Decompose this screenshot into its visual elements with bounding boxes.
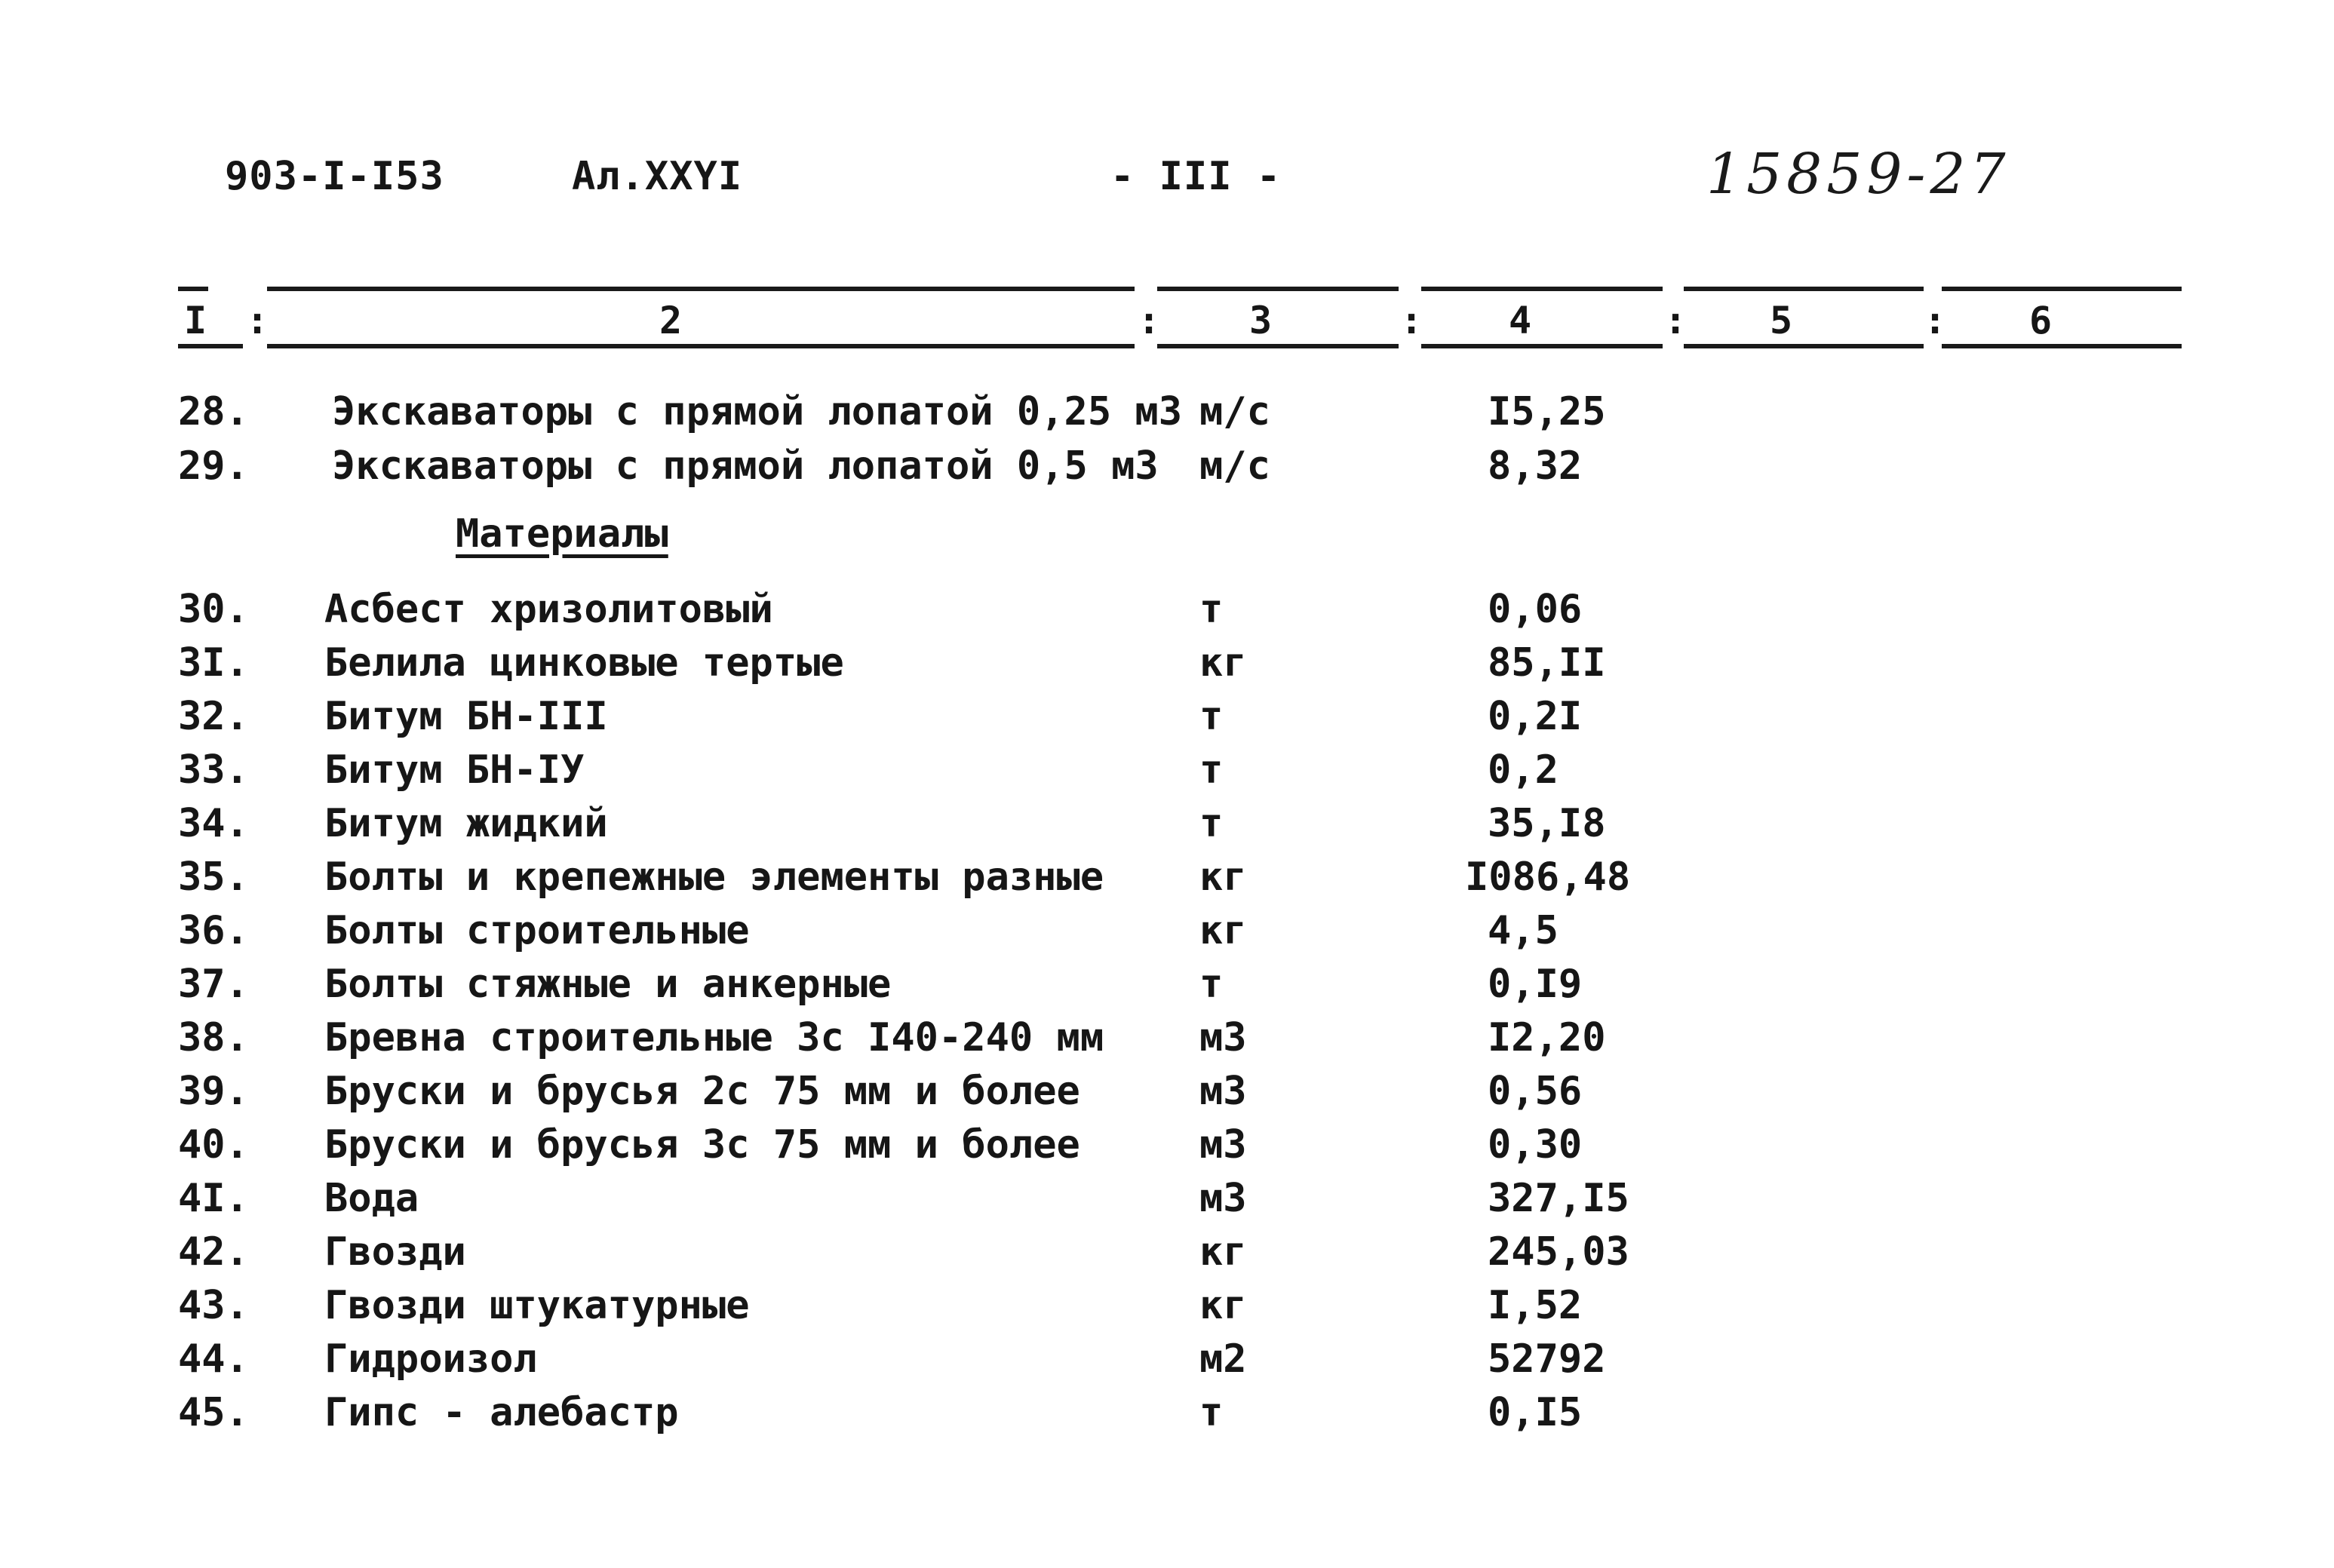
item-quantity: 0,06 bbox=[1488, 587, 1583, 632]
column-number-6: 6 bbox=[2029, 299, 2053, 342]
column-header-top-line-4 bbox=[1421, 287, 1663, 291]
row-number: 30. bbox=[178, 587, 249, 632]
item-name: Вода bbox=[324, 1176, 419, 1221]
item-quantity: 52792 bbox=[1488, 1336, 1606, 1382]
item-name: Экскаваторы с прямой лопатой 0,25 м3 bbox=[332, 389, 1183, 434]
item-quantity: 327,I5 bbox=[1488, 1176, 1629, 1221]
item-quantity: 0,56 bbox=[1488, 1069, 1583, 1114]
column-number-4: 4 bbox=[1509, 299, 1532, 342]
row-number: 43. bbox=[178, 1283, 249, 1328]
column-header-bottom-line-5 bbox=[1684, 344, 1924, 348]
column-separator: : bbox=[1664, 299, 1688, 342]
item-name: Бруски и брусья 3с 75 мм и более bbox=[324, 1122, 1080, 1168]
item-quantity: 0,I5 bbox=[1488, 1390, 1583, 1435]
row-number: 32. bbox=[178, 694, 249, 739]
item-unit: м/с bbox=[1199, 389, 1270, 434]
row-number: 45. bbox=[178, 1390, 249, 1435]
item-quantity: I5,25 bbox=[1488, 389, 1606, 434]
item-name: Гипс - алебастр bbox=[324, 1390, 679, 1435]
column-header-top-line-3 bbox=[1157, 287, 1399, 291]
item-unit: м3 bbox=[1199, 1122, 1247, 1168]
section-title: Материалы bbox=[456, 511, 668, 557]
item-name: Гвозди штукатурные bbox=[324, 1283, 750, 1328]
column-header-bottom-line-1 bbox=[178, 344, 243, 348]
column-number-5: 5 bbox=[1770, 299, 1793, 342]
column-header-top-line-2 bbox=[267, 287, 1135, 291]
item-quantity: 0,I9 bbox=[1488, 962, 1583, 1007]
page-number: - III - bbox=[1110, 154, 1282, 199]
item-name: Бревна строительные 3с I40-240 мм bbox=[324, 1015, 1104, 1060]
item-quantity: 245,03 bbox=[1488, 1229, 1629, 1275]
row-number: 40. bbox=[178, 1122, 249, 1168]
row-number: 42. bbox=[178, 1229, 249, 1275]
item-name: Битум БН-III bbox=[324, 694, 608, 739]
document-code: 903-I-I53 bbox=[225, 154, 444, 199]
item-quantity: 8,32 bbox=[1488, 443, 1583, 489]
item-name: Белила цинковые тертые bbox=[324, 640, 844, 686]
row-number: 4I. bbox=[178, 1176, 249, 1221]
item-name: Бруски и брусья 2с 75 мм и более bbox=[324, 1069, 1080, 1114]
item-unit: кг bbox=[1199, 640, 1247, 686]
item-name: Болты стяжные и анкерные bbox=[324, 962, 892, 1007]
item-quantity: I086,48 bbox=[1465, 855, 1631, 900]
item-quantity: 0,2I bbox=[1488, 694, 1583, 739]
item-quantity: 0,2 bbox=[1488, 747, 1559, 793]
column-header-bottom-line-3 bbox=[1157, 344, 1399, 348]
item-name: Экскаваторы с прямой лопатой 0,5 м3 bbox=[332, 443, 1159, 489]
handwritten-registration-number: 15859-27 bbox=[1706, 142, 2010, 207]
row-number: 29. bbox=[178, 443, 249, 489]
item-quantity: 35,I8 bbox=[1488, 801, 1606, 846]
item-unit: т bbox=[1199, 1390, 1224, 1435]
column-header-bottom-line-2 bbox=[267, 344, 1135, 348]
row-number: 36. bbox=[178, 908, 249, 953]
column-header-bottom-line-4 bbox=[1421, 344, 1663, 348]
item-unit: кг bbox=[1199, 855, 1247, 900]
item-quantity: 85,II bbox=[1488, 640, 1606, 686]
item-unit: м3 bbox=[1199, 1015, 1247, 1060]
item-name: Битум жидкий bbox=[324, 801, 608, 846]
column-header-top-line-6 bbox=[1942, 287, 2182, 291]
row-number: 35. bbox=[178, 855, 249, 900]
item-quantity: 0,30 bbox=[1488, 1122, 1583, 1168]
row-number: 33. bbox=[178, 747, 249, 793]
row-number: 28. bbox=[178, 389, 249, 434]
album-number: Ал.XXYI bbox=[572, 154, 743, 199]
item-unit: кг bbox=[1199, 1283, 1247, 1328]
item-unit: т bbox=[1199, 587, 1224, 632]
item-unit: т bbox=[1199, 801, 1224, 846]
column-number-3: 3 bbox=[1249, 299, 1273, 342]
item-name: Болты строительные bbox=[324, 908, 750, 953]
item-unit: т bbox=[1199, 962, 1224, 1007]
column-header-top-line-1 bbox=[178, 287, 208, 291]
row-number: 44. bbox=[178, 1336, 249, 1382]
item-unit: т bbox=[1199, 694, 1224, 739]
item-unit: м3 bbox=[1199, 1176, 1247, 1221]
column-header-bottom-line-6 bbox=[1942, 344, 2182, 348]
item-unit: кг bbox=[1199, 1229, 1247, 1275]
row-number: 39. bbox=[178, 1069, 249, 1114]
column-number-1: I bbox=[184, 299, 207, 342]
item-name: Битум БН-IУ bbox=[324, 747, 585, 793]
item-unit: м2 bbox=[1199, 1336, 1247, 1382]
item-name: Гвозди bbox=[324, 1229, 466, 1275]
item-unit: т bbox=[1199, 747, 1224, 793]
item-quantity: 4,5 bbox=[1488, 908, 1559, 953]
column-header-top-line-5 bbox=[1684, 287, 1924, 291]
column-separator: : bbox=[246, 299, 269, 342]
item-name: Болты и крепежные элементы разные bbox=[324, 855, 1104, 900]
column-number-2: 2 bbox=[659, 299, 683, 342]
item-unit: м3 bbox=[1199, 1069, 1247, 1114]
column-separator: : bbox=[1138, 299, 1161, 342]
item-name: Асбест хризолитовый bbox=[324, 587, 773, 632]
column-separator: : bbox=[1400, 299, 1423, 342]
column-separator: : bbox=[1924, 299, 1947, 342]
row-number: 3I. bbox=[178, 640, 249, 686]
row-number: 37. bbox=[178, 962, 249, 1007]
row-number: 38. bbox=[178, 1015, 249, 1060]
item-unit: кг bbox=[1199, 908, 1247, 953]
item-unit: м/с bbox=[1199, 443, 1270, 489]
item-name: Гидроизол bbox=[324, 1336, 537, 1382]
row-number: 34. bbox=[178, 801, 249, 846]
item-quantity: I,52 bbox=[1488, 1283, 1583, 1328]
item-quantity: I2,20 bbox=[1488, 1015, 1606, 1060]
